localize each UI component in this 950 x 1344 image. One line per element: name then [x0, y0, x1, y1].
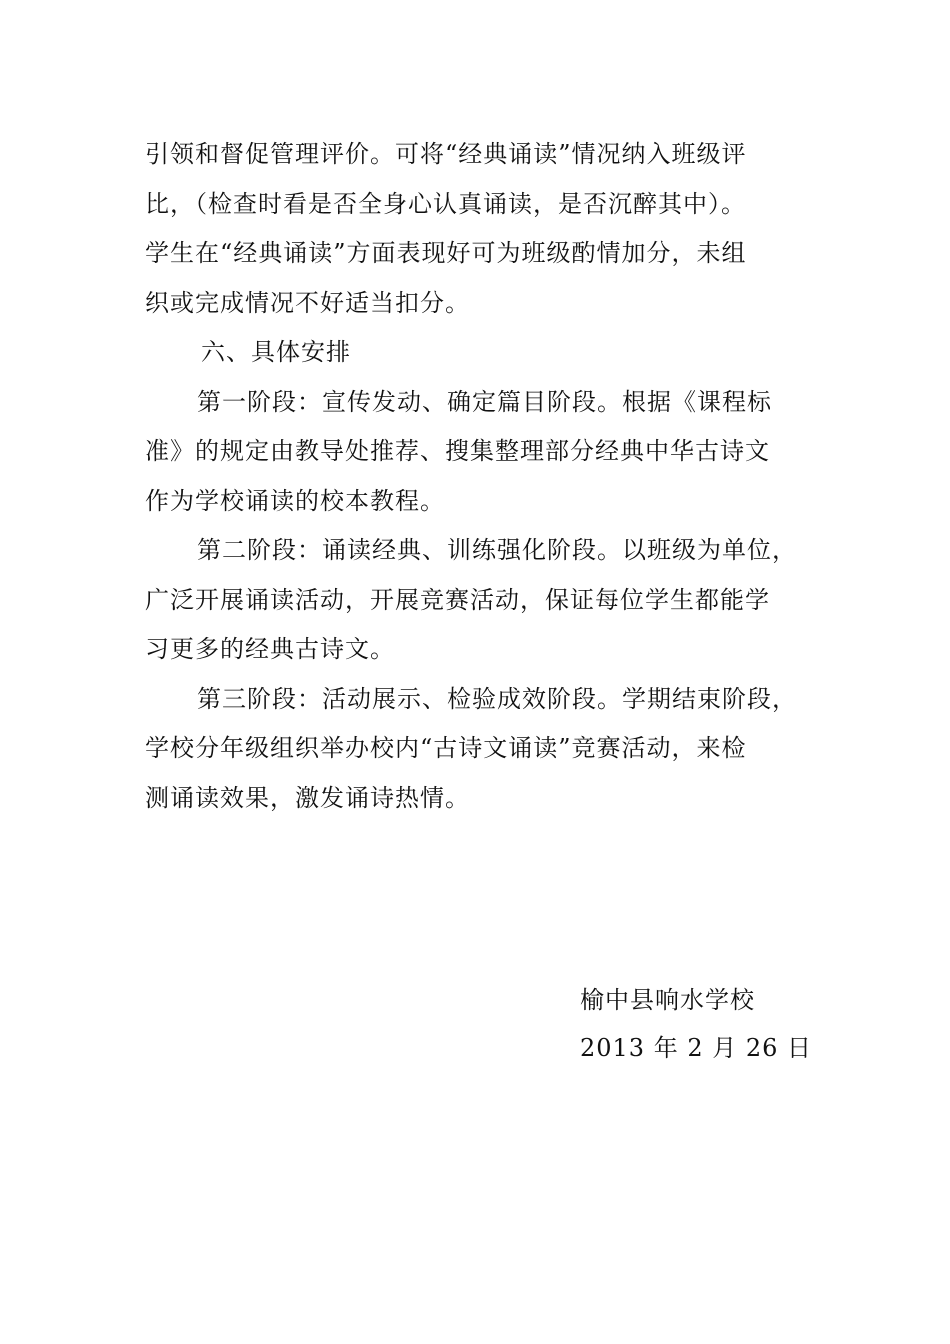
- text-line: 习更多的经典古诗文。: [145, 635, 395, 663]
- text-line: 作为学校诵读的校本教程。: [145, 486, 445, 515]
- text-line: 第二阶段：诵读经典、训练强化阶段。以班级为单位，: [197, 536, 797, 564]
- signature-date: 2013 年 2 月 26 日: [580, 1034, 813, 1062]
- text-line: 广泛开展诵读活动，开展竞赛活动，保证每位学生都能学: [145, 585, 770, 614]
- text-line: 学校分年级组织举办校内“古诗文诵读”竞赛活动，来检: [145, 734, 747, 762]
- text-line: 测诵读效果，激发诵诗热情。: [145, 783, 470, 812]
- text-line: 第一阶段：宣传发动、确定篇目阶段。根据《课程标: [197, 387, 772, 416]
- text-line: 比，（检查时看是否全身心认真诵读，是否沉醉其中）。: [145, 189, 746, 218]
- paragraph-stage-three: [145, 675, 825, 824]
- text-line: 准》的规定由教导处推荐、搜集整理部分经典中华古诗文: [145, 437, 770, 465]
- text-line: 学生在“经典诵读”方面表现好可为班级酌情加分，未组: [145, 239, 747, 267]
- section-heading: 六、具体安排: [201, 338, 351, 366]
- text-line: 织或完成情况不好适当扣分。: [145, 288, 470, 317]
- signature-block: [580, 976, 880, 1072]
- paragraph-stage-one: [145, 378, 825, 527]
- text-line: 第三阶段：活动展示、检验成效阶段。学期结束阶段，: [197, 684, 797, 713]
- signature-organization: 榆中县响水学校: [580, 986, 755, 1014]
- paragraph-stage-two: [145, 526, 825, 675]
- paragraph-evaluation-continued: [145, 130, 825, 328]
- document-body: [145, 130, 825, 823]
- text-line: 引领和督促管理评价。可将“经典诵读”情况纳入班级评: [145, 140, 747, 168]
